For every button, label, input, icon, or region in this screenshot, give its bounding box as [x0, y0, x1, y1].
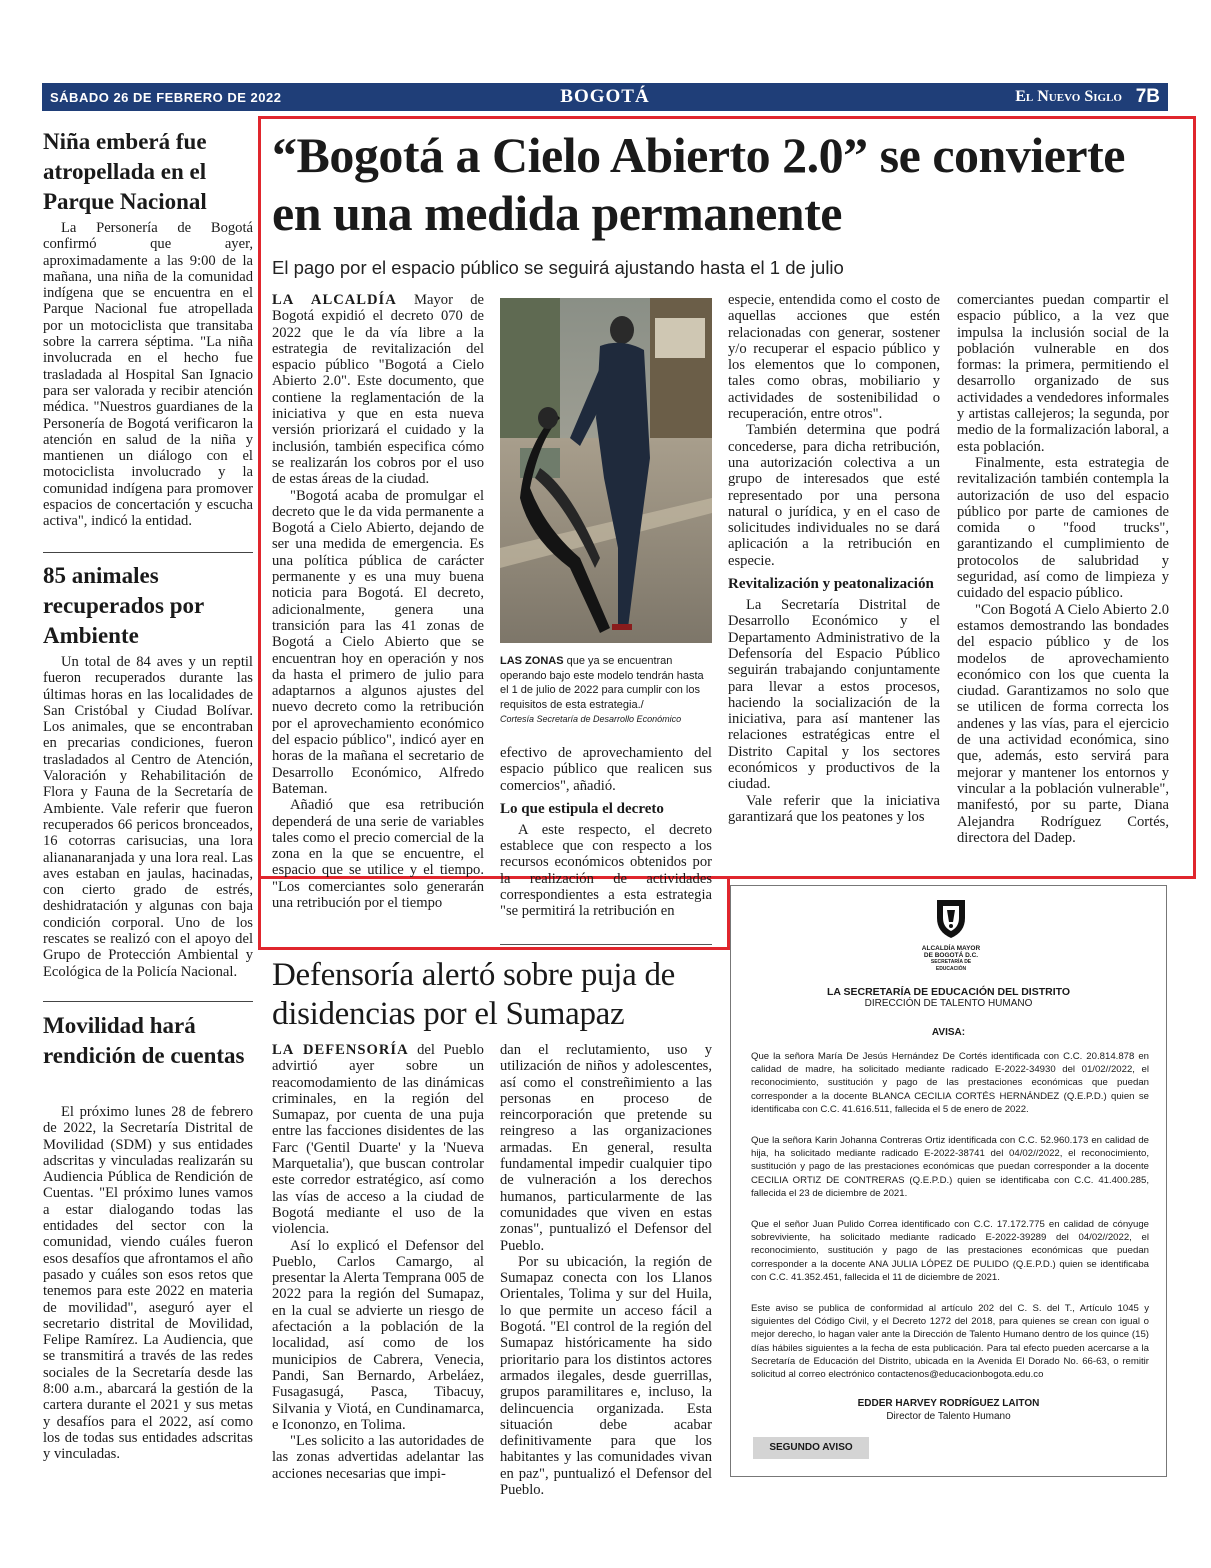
official-notice: [730, 885, 1167, 1477]
second-col1-p1: del Pueblo advirtió ayer sobre un reacomodamiento de las dinámicas criminales, en la región del Sumapaz, por cuenta de una puja entre las facciones disidentes de las Farc ('Gentil Duarte' y la 'Nueva Marquetalia'), que buscan controlar este corredor estratégico, así como las vías de acceso a la ciudad de Bogotá mediante el uso de la violencia.: [272, 1042, 484, 1238]
main-col2-p1: efectivo de aprovechamiento del espacio público que realicen sus comercios", añadió.: [500, 745, 712, 794]
main-col1-p2: "Bogotá acaba de promulgar el decreto que le da vida permanente a Bogotá a Cielo Abierto, dejando de ser una medida de emergencia. Es una política pública de carácter permanente y es una muy buena noticia para Bogotá. El decreto, adicionalmente, genera una transición para las 41 zonas de Bogotá a Cielo Abierto que se encuentran hoy en operación y nos da hasta el primero de julio para adaptarnos a algunos ajustes del nuevo decreto como la retribución por el aprovechamiento económico del espacio público", indicó ayer en horas de la mañana el secretario de Desarrollo Económico, Alfredo Bateman.: [272, 487, 484, 797]
photo-credit: Cortesía Secretaría de Desarrollo Económico: [500, 714, 682, 724]
second-column-1: [272, 1042, 484, 1482]
caption-lead: LAS ZONAS: [500, 655, 564, 667]
caption-text: que ya se encuentran operando bajo este modelo tendrán hasta el 1 de julio de 2022 para cumplir con los requisitos de esta estrategia./: [500, 655, 704, 711]
side1-body: La Personería de Bogotá confirmó que ayer, aproximadamente a las 9:00 de la mañana, una niña de la comunidad indígena que se encuentra en el Parque Nacional fue atropellada por un motociclista que transitaba sobre la carrera séptima. "La niña involucrada en el hecho fue trasladada al Hospital San Ignacio para ser valorada y recibir atención médica. "Nuestros guardianes de la Personería de Bogotá verificaron la atención en salud de la niña y mantienen un diálogo con el motociclista involucrado y la comunidad indígena para promover espacios de concertación y escucha activa", indicó la entidad.: [43, 220, 253, 530]
main-col1-p1: Mayor de Bogotá expidió el decreto 070 de 2022 que le da vía libre a la estrategia de revitalización del espacio público "Bogotá a Cielo Abierto 2.0". Este documento, que contiene la reglamentación de la iniciativa y que en esta nueva versión priorizará el cuidado y la inclusión, también especifica cómo se realizarán los cobros por el uso de estas áreas de la ciudad.: [272, 292, 484, 488]
main-lead: LA ALCALDÍA: [272, 292, 397, 308]
notice-signer: EDDER HARVEY RODRÍGUEZ LAITON: [857, 1398, 1040, 1409]
main-col3-p3: La Secretaría Distrital de Desarrollo Económico y el Departamento Administrativo de la Defensoría del Espacio Público seguirán trabajando conjuntamente para llevar a estos procesos, haciendo la socialización de la iniciativa, para así mantener las relaciones estratégicas entre el Distrito Capital y los sectores económicos y productivos de la ciudad.: [728, 597, 940, 793]
notice-paragraph-3: Que el señor Juan Pulido Correa identificado con C.C. 17.172.775 en calidad de cónyuge sobreviviente, ha solicitado mediante radicado E-2022-39289 del 04/02//2022, el reconocimiento, sustitución y pago de las prestaciones económicas que puedan corresponder a la docente ANA JULIA LÓPEZ DE PULIDO (Q.E.P.D.) quien se identificaba con C.C. 41.352.451, fallecida el 11 de diciembre de 2021.: [751, 1219, 1149, 1283]
second-col1-p3: "Les solicito a las autoridades de las zonas advertidas adelantar las acciones necesarias que impi-: [272, 1433, 484, 1482]
main-col3-p1: especie, entendida como el costo de aquellas acciones que estén relacionadas con generar, sostener y/o recuperar el espacio público y los elementos que lo componen, tales como obras, mobiliario y actividades de sostenibilidad o recuperación, entre otros".: [728, 292, 940, 423]
divider: [43, 552, 253, 553]
main-column-1: [272, 292, 484, 911]
page-number: 7B: [1135, 86, 1160, 107]
main-subtitle: El pago por el espacio público se seguirá ajustando hasta el 1 de julio: [272, 257, 844, 278]
divider: [500, 944, 712, 945]
section-name: BOGOTÁ: [560, 86, 650, 107]
second-headline: Defensoría alertó sobre puja de disidencias por el Sumapaz: [272, 957, 676, 1032]
main-column-3: [728, 292, 940, 825]
notice-avisa: AVISA:: [931, 1027, 966, 1038]
main-col3-p2: También determina que podrá concederse, para dicha retribución, una autorización colectiva a un grupo de interesados que esté representado por una persona natural o jurídica, y en el caso de solicitudes individuales no se dará aplicación a la retribución en especie.: [728, 422, 940, 569]
notice-signer-role: Director de Talento Humano: [886, 1411, 1011, 1422]
main-col3-p4: Vale referir que la iniciativa garantizará que los peatones y los: [728, 792, 940, 825]
bogota-coat-of-arms-logo: [921, 896, 981, 973]
notice-paragraph-4: Este aviso se publica de conformidad al artículo 202 del C. S. del T., Artículo 1045 y siguientes del Código Civil, y el Decreto 1272 del 2018, para quienes se crean con igual o mejor derecho, lo hagan valer ante la Dirección de Talento Humano dentro de los quince (15) días hábiles siguientes a la fecha de esta publicación. Para tal efecto pueden acercarse a la Secretaría de Educación del Distrito, ubicada en la Avenida El Dorado No. 66-63, o remitir solicitud al correo electrónico contactenos@educacionbogota.edu.co: [751, 1303, 1149, 1381]
second-col2-p2: Por su ubicación, la región de Sumapaz conecta con los Llanos Orientales, Tolima y sur del Huila, lo que permite un acceso fácil a Bogotá. "El control de la región del Sumapaz históricamente ha sido prioritario para los distintos actores armados ilegales, desde guerrillas, grupos paramilitares e, incluso, la delincuencia organizada. Esta situación debe acabar definitivamente para que los habitantes y las comunidades vivan en paz", puntualizó el Defensor del Pueblo.: [500, 1253, 712, 1499]
side3-body: El próximo lunes 28 de febrero de 2022, la Secretaría Distrital de Movilidad (SDM) y sus entidades adscritas y vinculadas realizarán su Audiencia Pública de Rendición de Cuentas. "El próximo lunes vamos a estar dialogando todas las entidades del sector con la comunidad, viendo cuáles fueron esos desafíos que afrontamos el año pasado y cuáles son esos retos que tenemos para este 2022 en materia de movilidad", aseguró ayer el secretario distrital de Movilidad, Felipe Ramírez. La Audiencia, que se transmitirá a través de las redes sociales de la Secretaría desde las 8:00 a.m., abarcará la gestión de la cartera durante el 2021 y sus metas y desafíos para el 2022, así como los de todas sus entidades adscritas y vinculadas.: [43, 1104, 253, 1463]
second-lead: LA DEFENSORÍA: [272, 1042, 409, 1058]
main-col1-p3: Añadió que esa retribución dependerá de una serie de variables tales como el precio comercial de la zona en la que se encuentre, el espacio que se utilice y el tiempo. "Los comerciantes solo generarán una retribución por el tiempo: [272, 797, 484, 911]
second-column-2: [500, 1042, 712, 1498]
side2-body: Un total de 84 aves y un reptil fueron recuperados durante las últimas horas en las localidades de San Cristóbal y Ciudad Bolívar. Los animales, que se encontraban en precarias condiciones, fueron trasladados al Centro de Atención, Valoración y Rehabilitación de Flora y Fauna de la Secretaría de Ambiente. Vale referir que fueron recuperados 66 pericos bronceados, 16 cotorras carisucias, una lora aliananaranjada y una lora real. Las aves estaban en jaulas, hacinadas, con cierto grado de estrés, deshidratación y algunas con baja condición corporal. Uno de los rescates se realizó con el apoyo del Grupo de Protección Ambiental y Ecológica de la Policía Nacional.: [43, 654, 253, 980]
page-header: [42, 83, 1168, 111]
newspaper-name: El Nuevo Siglo: [1015, 88, 1122, 105]
notice-subheading: DIRECCIÓN DE TALENTO HUMANO: [864, 998, 1033, 1009]
side3-article: [43, 1104, 253, 1463]
second-col1-p2: Así lo explicó el Defensor del Pueblo, Carlos Camargo, al presentar la Alerta Temprana 005 de 2022 para la región del Sumapaz, en la cual se advierte un riesgo de afectación a la población de la localidad, así como de los municipios de Cabrera, Venecia, Pandi, San Bernardo, Arbeláez, Fusagasugá, Pasca, Tibacuy, Silvania y Viotá, en Cundinamarca, e Icononzo, en Tolima.: [272, 1237, 484, 1433]
logo-text-1: ALCALDÍA MAYOR: [921, 945, 981, 952]
issue-date: SÁBADO 26 DE FEBRERO DE 2022: [50, 90, 282, 105]
side1-article: [43, 220, 253, 530]
main-column-2: [500, 745, 712, 920]
side2-article: [43, 654, 253, 980]
main-headline: “Bogotá a Cielo Abierto 2.0” se convierte en una medida permanente: [272, 127, 1125, 241]
main-col4-p3: "Con Bogotá A Cielo Abierto 2.0 estamos demostrando las bondades del espacio público y de los modelos de aprovechamiento económico con los que cuenta la ciudad. Garantizamos no solo que se utilicen de forma correcta los andenes y las vías, para el ejercicio de una actividad económica, sino que, además, esto servirá para mejorar y mantener los entornos y vincular a la población vulnerable", manifestó, por su parte, Diana Alejandra Rodríguez Cortés, directora del Dadep.: [957, 601, 1169, 846]
main-col2-p2: A este respecto, el decreto establece que con respecto a los recursos económicos obtenidos por la realización de actividades correspondientes a esta estrategia "se permitirá la retribución en: [500, 821, 712, 920]
notice-paragraph-1: Que la señora María De Jesús Hernández De Cortés identificada con C.C. 20.814.878 en calidad de madre, ha solicitado mediante radicado E-2022-34930 del 01/02//2022, el reconocimiento, sustitución y pago de las prestaciones económicas que puedan corresponder a la docente BLANCA CECILIA CORTÉS HERNÁNDEZ (Q.E.P.D.) quien se identificaba con C.C. 41.616.511, fallecida el 5 de enero de 2022.: [751, 1051, 1149, 1115]
main-col3-subhead: Revitalización y peatonalización: [728, 576, 934, 593]
notice-heading: LA SECRETARÍA DE EDUCACIÓN DEL DISTRITO: [826, 986, 1071, 998]
main-column-4: [957, 292, 1169, 846]
logo-text-2: DE BOGOTÁ D.C.: [923, 952, 979, 959]
tango-dancers-photo: [500, 298, 712, 643]
photo-caption: [500, 654, 715, 727]
main-col2-subhead: Lo que estipula el decreto: [500, 800, 664, 817]
main-col4-p2: Finalmente, esta estrategia de revitalización también contempla la autorización de uso del espacio público por parte de camiones de comida o "food trucks", garantizando el cumplimiento de protocolos de salubridad y seguridad, así como de limpieza y cuidado del espacio público.: [957, 454, 1169, 602]
side3-headline: Movilidad hará rendición de cuentas: [43, 1013, 245, 1068]
side2-headline: 85 animales recuperados por Ambiente: [43, 563, 204, 648]
divider: [43, 1001, 253, 1002]
side1-headline: Niña emberá fue atropellada en el Parque Nacional: [43, 129, 207, 214]
notice-paragraph-2: Que la señora Karin Johanna Contreras Ortiz identificada con C.C. 52.960.173 en calidad de hija, ha solicitado mediante radicado E-2022-38741 del 04/02//2022, el reconocimiento, sustitución y pago de las prestaciones económicas que puedan corresponder a la docente CECILIA ORTIZ DE CONTRERAS (Q.E.P.D.) quien se identificaba con C.C. 41.400.285, fallecida el 23 de diciembre de 2021.: [751, 1135, 1149, 1199]
second-col2-p1: dan el reclutamiento, uso y utilización de niños y adolescentes, así como el constreñimiento a las personas en proceso de reincorporación que pretende su reingreso a las organizaciones armadas. En general, resulta fundamental impedir cualquier tipo de vulneración a los derechos humanos, particularmente de las comunidades que viven en estas zonas", puntualizó el Defensor del Pueblo.: [500, 1042, 712, 1254]
logo-text-3: SECRETARÍA DE EDUCACIÓN: [930, 959, 972, 972]
main-col4-p1: comerciantes puedan compartir el espacio público, a la vez que impulsa la inclusión social de la población vulnerable en dos formas: la primera, permitiendo el desarrollo organizado de sus actividades a vendedores informales y artistas callejeros; la segunda, por medio de la formalización laboral, a esta población.: [957, 292, 1169, 455]
second-notice-badge: SEGUNDO AVISO: [753, 1437, 869, 1459]
